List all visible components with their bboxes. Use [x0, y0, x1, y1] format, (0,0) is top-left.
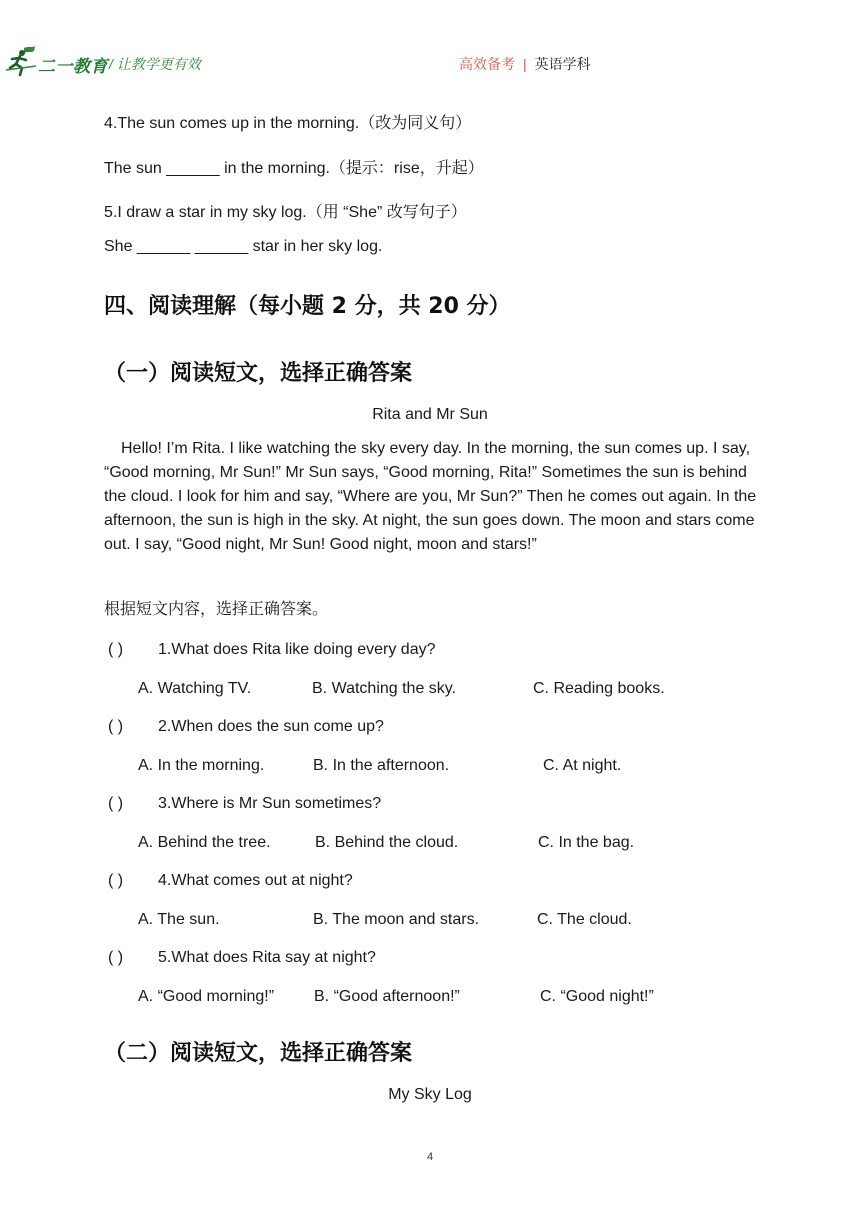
passage-1-title: Rita and Mr Sun	[372, 406, 488, 423]
question-2-option-b: B. In the afternoon.	[313, 757, 450, 774]
question-2-option-a: A. In the morning.	[138, 757, 265, 774]
passage-1-body	[104, 437, 772, 557]
section-4-title: 四、阅读理解（每小题 2 分，共 20 分）	[104, 294, 511, 319]
question-3-option-b: B. Behind the cloud.	[315, 834, 459, 851]
answer-blank[interactable]: ( )	[108, 872, 124, 889]
reading-instruction: 根据短文内容，选择正确答案。	[104, 601, 329, 618]
question-4-option-c: C. The cloud.	[537, 911, 632, 928]
runner-logo-icon	[4, 44, 38, 78]
question-1-option-b: B. Watching the sky.	[312, 680, 457, 697]
question-5-text: 5.What does Rita say at night?	[158, 949, 376, 966]
exercise-4-prompt: 4.The sun comes up in the morning.（改为同义句）	[104, 115, 472, 132]
question-5-option-b: B. “Good afternoon!”	[314, 988, 460, 1005]
question-3-option-a: A. Behind the tree.	[138, 834, 271, 851]
exercise-5-prompt: 5.I draw a star in my sky log.（用 “She” 改写句子）	[104, 204, 467, 221]
question-1-option-c: C. Reading books.	[533, 680, 665, 697]
header-separator: |	[523, 56, 527, 72]
question-2-text: 2.When does the sun come up?	[158, 718, 384, 735]
question-1-option-a: A. Watching TV.	[138, 680, 252, 697]
answer-blank[interactable]: ( )	[108, 718, 124, 735]
question-4-text: 4.What comes out at night?	[158, 872, 353, 889]
question-4-option-b: B. The moon and stars.	[313, 911, 480, 928]
passage-1-text: Hello! I’m Rita. I like watching the sky every day. In the morning, the sun comes up. I say, “Good morning, Mr Sun!” Mr Sun says, “Good morning, Rita!” Sometimes the sun is behind the cloud. I look for him and say, “Where are you, Mr Sun?” Then he comes out again. In the afternoon, the sun is high in the sky. At night, the sun goes down. The moon and stars come out. I say, “Good night, Mr Sun! Good night, moon and stars!”	[104, 440, 757, 553]
part-2-title: （二）阅读短文，选择正确答案	[104, 1041, 413, 1066]
brand-name: 二一教育	[38, 57, 108, 76]
question-2-option-c: C. At night.	[543, 757, 622, 774]
page-number: 4	[426, 1151, 434, 1163]
answer-blank[interactable]: ( )	[108, 795, 124, 812]
header-subject-bar	[459, 54, 591, 74]
part-1-title: （一）阅读短文，选择正确答案	[104, 361, 413, 386]
answer-blank[interactable]: ( )	[108, 641, 124, 658]
question-5-option-c: C. “Good night!”	[540, 988, 654, 1005]
exercise-5-answer-line: She ______ ______ star in her sky log.	[104, 238, 383, 255]
question-5-option-a: A. “Good morning!”	[138, 988, 275, 1005]
header-tagline: 高效备考	[459, 56, 515, 72]
question-4-option-a: A. The sun.	[138, 911, 220, 928]
answer-blank[interactable]: ( )	[108, 949, 124, 966]
question-1-text: 1.What does Rita like doing every day?	[158, 641, 436, 658]
passage-2-title: My Sky Log	[388, 1086, 472, 1103]
question-3-text: 3.Where is Mr Sun sometimes?	[158, 795, 382, 812]
brand-slogan: / 让教学更有效	[109, 56, 201, 72]
header-subject: 英语学科	[534, 56, 591, 72]
question-3-option-c: C. In the bag.	[538, 834, 635, 851]
exercise-4-answer-line: The sun ______ in the morning.（提示：rise，升起）	[104, 160, 484, 177]
